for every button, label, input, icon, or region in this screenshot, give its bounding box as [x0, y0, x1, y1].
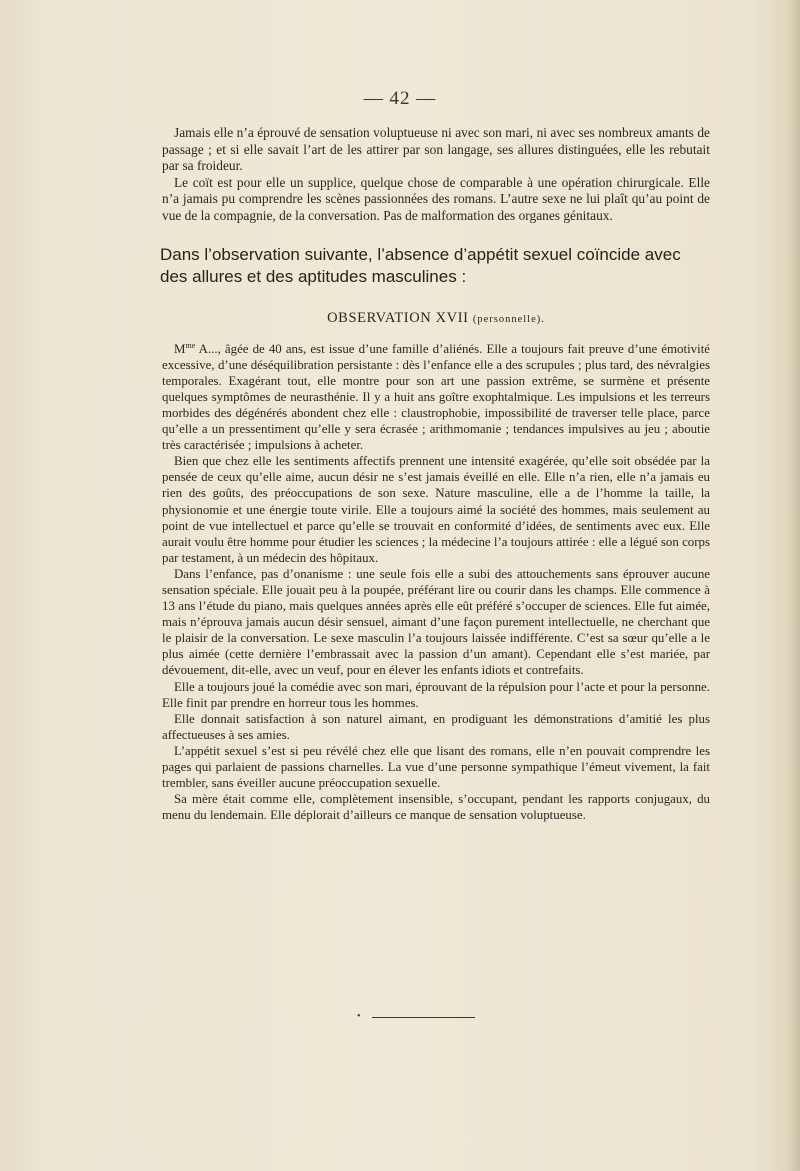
intro-paragraph: Le coït est pour elle un supplice, quelque chose de comparable à une opération chirurgicale. Elle n’a jamais pu comprendre les scènes passionnées des romans. L’autre sexe ne lui plaît qu’au point de vue de la compagnie, de la conversation. Pas de malformation des organes génitaux.: [162, 174, 710, 223]
page-number: — 42 —: [363, 88, 437, 109]
observation-subtitle: (personnelle).: [472, 313, 545, 325]
body-paragraph: Elle donnait satisfaction à son naturel aimant, en prodiguant les démonstrations d’amitié les plus affectueuses à ses amies.: [162, 711, 710, 742]
title-abbreviation-superscript: me: [185, 340, 196, 350]
body-paragraph: Bien que chez elle les sentiments affectifs prennent une intensité exagérée, qu’elle soit obsédée par la pensée de ceux qu’elle aime, aucun désir ne s’est jamais éveillé en elle. Elle n’a rien, elle n’a jamais eu rien des goûts, des préoccupations de son sexe. Nature masculine, elle a de l’homme la taille, la physionomie et une énergie toute virile. Elle a toujours aimé la société des hommes, mais seulement au point de vue intellectuel et parce qu’elle se trouvait en conformité d’idées, de sentiments avec eux. Elle aurait voulu être homme pour étudier les sciences ; la médecine l’a toujours attirée : elle a légué son corps par testament, à un médecin des hôpitaux.: [162, 454, 710, 565]
intro-paragraph: Jamais elle n’a éprouvé de sensation voluptueuse ni avec son mari, ni avec ses nombreux amants de passage ; et si elle savait l’art de les attirer par son langage, ses allures distinguées, elle les rebutait par sa froideur.: [162, 125, 710, 174]
observation-title: OBSERVATION XVII: [327, 309, 469, 326]
page-edge-shadow: [786, 0, 800, 1171]
intro-text: [162, 125, 710, 225]
body-paragraph: Sa mère était comme elle, complètement insensible, s’occupant, pendant les rapports conjugaux, du menu du lendemain. Elle déplorait d’ailleurs ce manque de sensation voluptueuse.: [162, 792, 710, 823]
observation-title-line: [162, 310, 710, 327]
printer-mark: •: [357, 1011, 361, 1022]
closing-rule: [372, 1017, 475, 1018]
body-paragraph: Dans l’enfance, pas d’onanisme : une seule fois elle a subi des attouchements sans éprouver aucune sensation spéciale. Elle jouait peu à la poupée, préférant lire ou courir dans les champs. Elle commence à 13 ans l’étude du piano, mais quelques années après elle eût préféré s’occuper de sciences. Elle fut aimée, mais n’éprouva jamais aucun désir sensuel, aimant d’une façon purement intellectuelle, ne cherchant que le plaisir de la conversation. Le sexe masculin l’a toujours laissée indifférente. C’est sa sœur qu’elle a le plus aimée (cette dernière l’embrassait avec la passion d’un amant). Cependant elle s’est mariée, par dévouement, dit-elle, avec un veuf, pour en élever les enfants idiots et contrefaits.: [162, 566, 710, 678]
title-abbreviation: M: [174, 341, 186, 356]
body-paragraph: [162, 341, 710, 454]
body-paragraph: Elle a toujours joué la comédie avec son mari, éprouvant de la répulsion pour l’acte et pour la personne. Elle finit par prendre en horreur tous les hommes.: [162, 679, 710, 710]
body-paragraph-text: A..., âgée de 40 ans, est issue d’une famille d’aliénés. Elle a toujours fait preuve d’une émotivité excessive, d’une déséquilibration persistante : dès l’enfance elle a des scrupules ; plus tard, des névralgies temporales. Exagérant tout, elle montre pour son art une passion extrême, se surmène et présente quelques symptômes de neurasthénie. Il y a huit ans goître exophtalmique. Les impulsions et les terreurs morbides des dégénérés abondent chez elle : claustrophobie, impossibilité de traverser telle place, parce qu’elle a un pressentiment qu’elle y sera écrasée ; arithmomanie ; tendances impulsives au jeu ; aboutie très caractérisée ; impulsions à acheter.: [162, 341, 710, 453]
observation-body: [162, 341, 710, 824]
section-heading: Dans l’observation suivante, l’absence d’appétit sexuel coïncide avec des allures et des aptitudes masculines :: [160, 244, 681, 286]
text-block: [162, 125, 710, 823]
body-paragraph: L’appétit sexuel s’est si peu révélé chez elle que lisant des romans, elle n’en pouvait comprendre les pages qui parlaient de passions charnelles. La vue d’une personne sympathique l’émeut vivement, la fait trembler, sans éveiller aucune préoccupation sexuelle.: [162, 743, 710, 791]
